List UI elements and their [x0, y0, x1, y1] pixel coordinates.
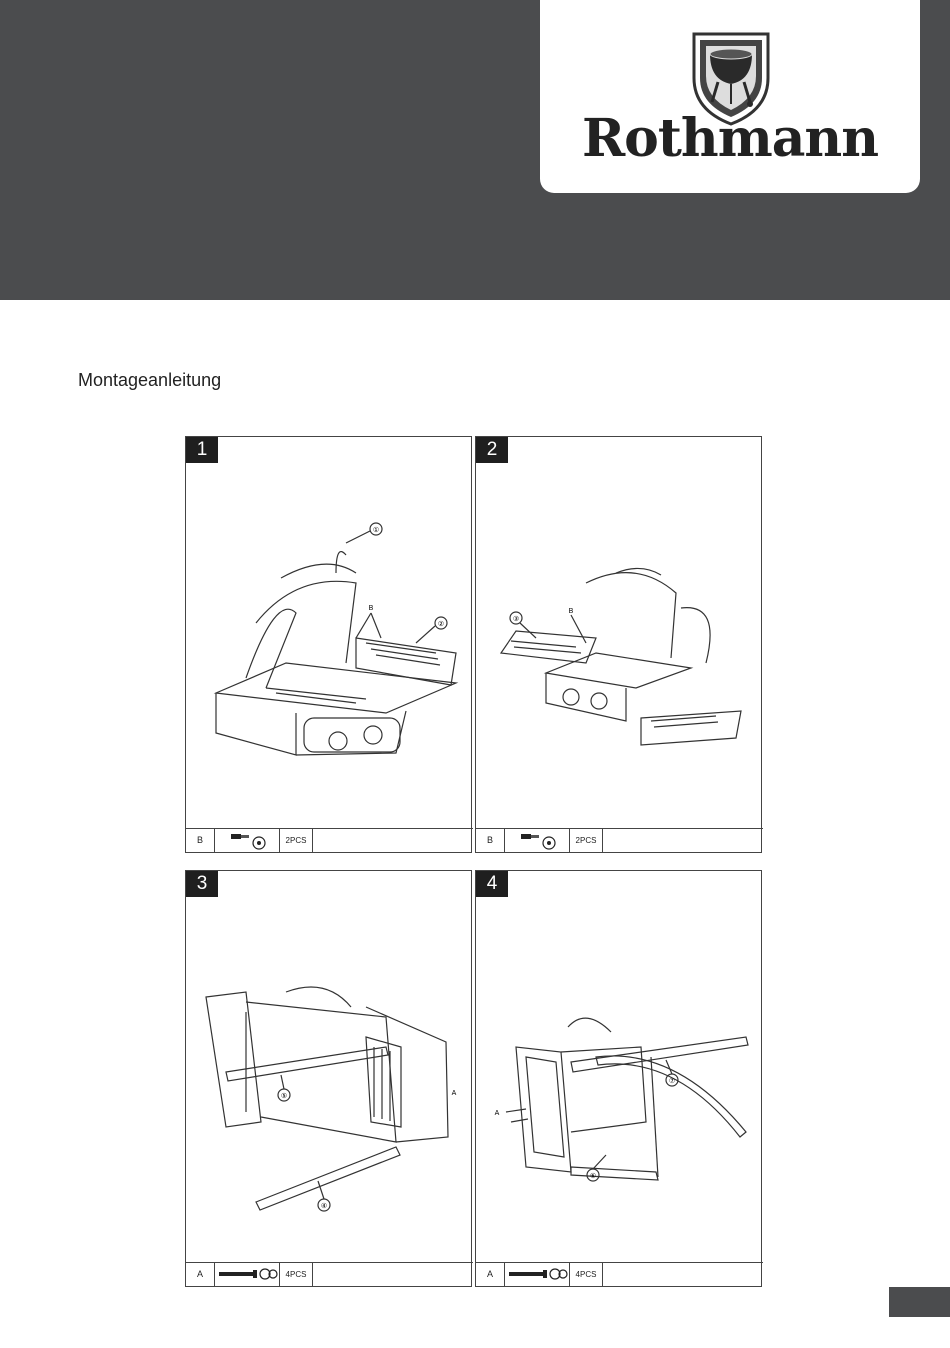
parts-row	[186, 828, 473, 852]
callout-part-letter: B	[568, 608, 574, 615]
step-panel-4	[475, 870, 762, 1287]
part-quantity: 4PCS	[570, 1263, 603, 1286]
document-title: Montageanleitung	[78, 370, 222, 390]
grill-assembly-drawing	[476, 463, 763, 823]
part-quantity: 2PCS	[570, 829, 603, 852]
callout-part-letter: A	[451, 1090, 457, 1097]
parts-row	[186, 1262, 473, 1286]
part-letter: B	[186, 829, 215, 852]
page-corner-tab	[889, 1287, 950, 1317]
part-quantity: 4PCS	[280, 1263, 313, 1286]
step-number: 3	[186, 871, 218, 897]
part-letter: A	[186, 1263, 215, 1286]
callout-3: ③	[512, 616, 520, 623]
bolt-with-washer-icon	[215, 1263, 280, 1286]
parts-row	[476, 828, 763, 852]
callout-4: ④	[320, 1203, 328, 1210]
step-number: 1	[186, 437, 218, 463]
bolt-with-washer-icon	[505, 1263, 570, 1286]
screw-with-washer-icon	[215, 829, 280, 852]
step-panel-2	[475, 436, 762, 853]
callout-2: ②	[437, 621, 445, 628]
step-number: 2	[476, 437, 508, 463]
callout-6: ⑥	[589, 1173, 597, 1180]
grill-assembly-drawing	[186, 897, 473, 1257]
part-letter: A	[476, 1263, 505, 1286]
brand-name: Rothmann	[581, 108, 879, 169]
screw-with-washer-icon	[505, 829, 570, 852]
callout-part-letter: B	[368, 605, 374, 612]
grill-assembly-drawing	[186, 463, 473, 823]
brand-logo-card	[540, 0, 920, 193]
step-panel-1	[185, 436, 472, 853]
grill-assembly-drawing	[476, 897, 763, 1257]
parts-row	[476, 1262, 763, 1286]
part-quantity: 2PCS	[280, 829, 313, 852]
step-number: 4	[476, 871, 508, 897]
part-letter: B	[476, 829, 505, 852]
callout-7: ⑦	[668, 1078, 676, 1085]
step-panel-3	[185, 870, 472, 1287]
callout-1: ①	[372, 527, 380, 534]
callout-part-letter: A	[494, 1110, 500, 1117]
callout-5: ⑤	[280, 1093, 288, 1100]
